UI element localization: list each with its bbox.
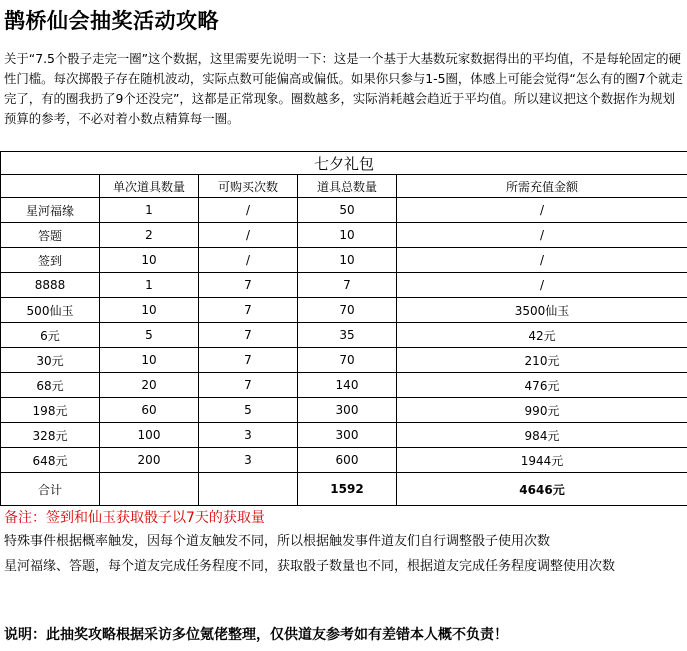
table-cell: 20: [100, 373, 199, 398]
table-cell: 10: [100, 248, 199, 273]
table-cell: 7: [199, 298, 298, 323]
table-cell: 300: [298, 398, 397, 423]
table-cell: 10: [100, 348, 199, 373]
table-title: 七夕礼包: [1, 152, 687, 175]
table-row: [1, 223, 687, 248]
table-cell: 5: [100, 323, 199, 348]
table-cell: 6元: [1, 323, 100, 348]
table-cell: 1944元: [397, 448, 687, 473]
table-row: [1, 373, 687, 398]
table-cell: 1: [100, 198, 199, 223]
table-cell: 100: [100, 423, 199, 448]
table-cell: 7: [298, 273, 397, 298]
total-cell: 1592: [298, 473, 397, 506]
table-cell: 7: [199, 323, 298, 348]
intro-paragraph: 关于“7.5个骰子走完一圈”这个数据，这里需要先说明一下：这是一个基于大基数玩家数据得出的平均值，不是每轮固定的硬性门槛。每次掷骰子存在随机波动，实际点数可能偏高或偏低。如果你只参与1-5圈，体感上可能会觉得“怎么有的圈7个就走完了，有的圈我扔了9个还没完”，这都是正常现象。圈数越多，实际消耗越会趋近于平均值。所以建议把这个数据作为规划预算的参考，不必对着小数点精算每一圈。: [4, 51, 683, 126]
table-cell: 140: [298, 373, 397, 398]
remark-note: 备注：签到和仙玉获取骰子以7天的获取量: [4, 510, 265, 526]
gift-table: [0, 151, 687, 506]
table-row: [1, 298, 687, 323]
table-cell: 10: [298, 248, 397, 273]
table-cell: 198元: [1, 398, 100, 423]
total-cell: 合计: [1, 473, 100, 506]
header-cell: 单次道具数量: [100, 175, 199, 198]
table-cell: 1: [100, 273, 199, 298]
table-row: [1, 348, 687, 373]
total-cell: 4646元: [397, 473, 687, 506]
table-cell: 500仙玉: [1, 298, 100, 323]
table-row: [1, 198, 687, 223]
table-header-row: [1, 175, 687, 198]
table-cell: 2: [100, 223, 199, 248]
table-cell: 3: [199, 423, 298, 448]
table-cell: 60: [100, 398, 199, 423]
header-cell: 道具总数量: [298, 175, 397, 198]
table-total-row: [1, 473, 687, 506]
table-cell: 476元: [397, 373, 687, 398]
table-cell: 5: [199, 398, 298, 423]
table-cell: 35: [298, 323, 397, 348]
table-row: [1, 273, 687, 298]
table-row: [1, 448, 687, 473]
table-cell: 3: [199, 448, 298, 473]
task-note: 星河福缘、答题，每个道友完成任务程度不同，获取骰子数量也不同，根据道友完成任务程度调整使用次数: [4, 559, 616, 574]
table-cell: 7: [199, 373, 298, 398]
table-cell: 50: [298, 198, 397, 223]
table-cell: 3500仙玉: [397, 298, 687, 323]
table-cell: 984元: [397, 423, 687, 448]
table-cell: 210元: [397, 348, 687, 373]
table-cell: /: [199, 248, 298, 273]
table-cell: 30元: [1, 348, 100, 373]
table-cell: 签到: [1, 248, 100, 273]
table-cell: 600: [298, 448, 397, 473]
table-cell: 10: [100, 298, 199, 323]
table-cell: 70: [298, 298, 397, 323]
table-cell: 300: [298, 423, 397, 448]
table-cell: 70: [298, 348, 397, 373]
table-cell: 648元: [1, 448, 100, 473]
table-row: [1, 248, 687, 273]
table-cell: 200: [100, 448, 199, 473]
table-cell: 星河福缘: [1, 198, 100, 223]
header-cell: 可购买次数: [199, 175, 298, 198]
table-cell: /: [397, 273, 687, 298]
table-row: [1, 423, 687, 448]
table-cell: /: [397, 223, 687, 248]
table-cell: /: [397, 198, 687, 223]
table-cell: 990元: [397, 398, 687, 423]
table-cell: /: [397, 248, 687, 273]
table-cell: 42元: [397, 323, 687, 348]
table-cell: /: [199, 198, 298, 223]
event-note: 特殊事件根据概率触发，因每个道友触发不同，所以根据触发事件道友们自行调整骰子使用次数: [4, 534, 551, 549]
table-cell: 328元: [1, 423, 100, 448]
total-cell: [199, 473, 298, 506]
table-cell: 68元: [1, 373, 100, 398]
header-cell: [1, 175, 100, 198]
table-cell: 10: [298, 223, 397, 248]
table-cell: 7: [199, 273, 298, 298]
table-cell: /: [199, 223, 298, 248]
header-cell: 所需充值金额: [397, 175, 687, 198]
table-row: [1, 323, 687, 348]
table-cell: 8888: [1, 273, 100, 298]
table-cell: 答题: [1, 223, 100, 248]
disclaimer: 说明：此抽奖攻略根据采访多位氪佬整理，仅供道友参考如有差错本人概不负责！: [4, 627, 508, 643]
table-row: [1, 398, 687, 423]
table-cell: 7: [199, 348, 298, 373]
page-title: 鹊桥仙会抽奖活动攻略: [4, 9, 219, 33]
total-cell: [100, 473, 199, 506]
